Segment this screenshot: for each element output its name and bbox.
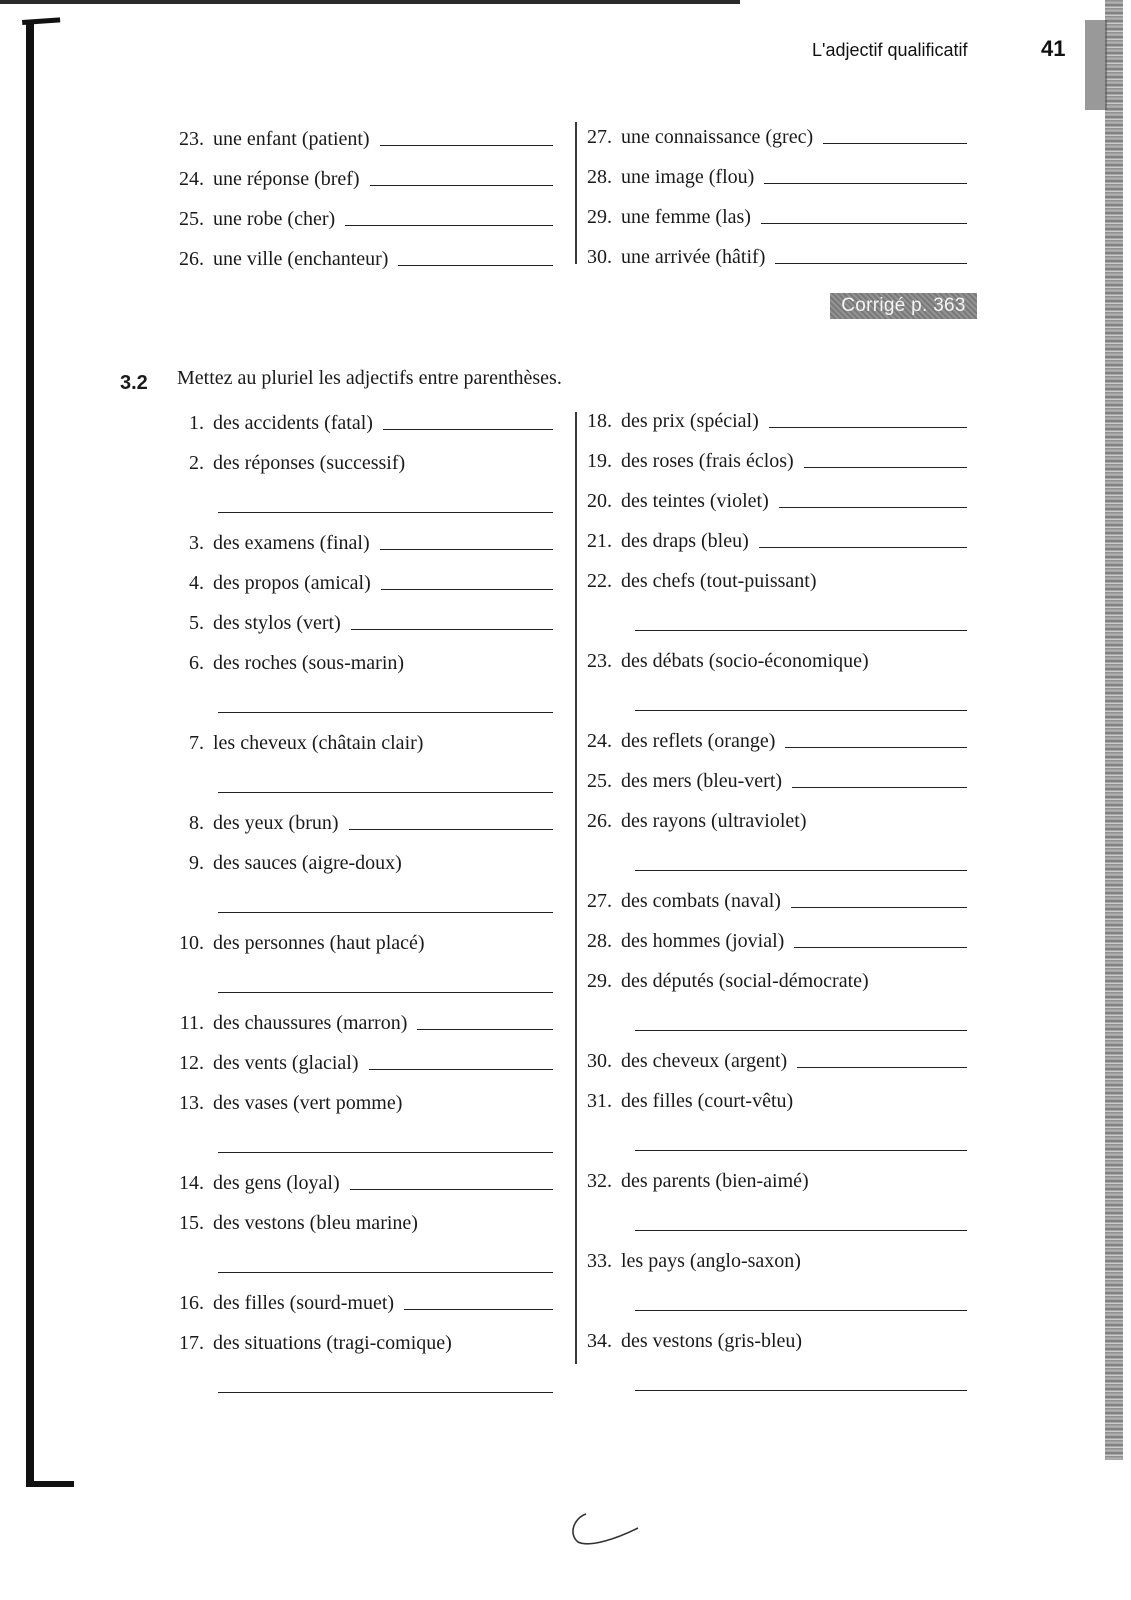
item-prompt: des mers (bleu-vert) (621, 770, 783, 792)
item-number: 33. (587, 1250, 612, 1272)
column-divider-part2 (575, 412, 577, 1364)
exercise-item (578, 119, 967, 149)
item-prompt: des vases (vert pomme) (213, 1092, 403, 1114)
item-prompt: des situations (tragi-comique) (213, 1332, 452, 1354)
exercise-item (170, 241, 553, 271)
left-margin-bracket (26, 22, 34, 1487)
item-prompt: des reflets (orange) (621, 730, 776, 752)
exercise-item (170, 845, 553, 875)
item-prompt: des yeux (brun) (213, 812, 339, 834)
answer-blank[interactable] (404, 1308, 553, 1310)
item-number: 25. (179, 208, 204, 230)
exercise-item (578, 1323, 967, 1353)
item-prompt: des chaussures (marron) (213, 1012, 408, 1034)
exercise-instruction: Mettez au pluriel les adjectifs entre parenthèses. (177, 367, 562, 389)
item-number: 8. (189, 812, 204, 834)
exercise-item (578, 563, 967, 593)
item-number: 3. (189, 532, 204, 554)
exercise-section-number: 3.2 (120, 372, 148, 394)
exercise-item (170, 201, 553, 231)
item-prompt: des teintes (violet) (621, 490, 769, 512)
answer-blank[interactable] (804, 466, 967, 468)
pencil-scribble-mark (568, 1508, 648, 1552)
exercise-item (170, 805, 553, 835)
item-number: 6. (189, 652, 204, 674)
exercise-item (170, 161, 553, 191)
item-number: 11. (179, 1012, 204, 1034)
column-divider-part1 (575, 122, 577, 264)
exercise-item (578, 443, 967, 473)
answer-line[interactable] (218, 712, 553, 713)
exercise-item (578, 1043, 967, 1073)
item-prompt: les cheveux (châtain clair) (213, 732, 424, 754)
answer-blank[interactable] (349, 828, 553, 830)
item-prompt: une enfant (patient) (213, 128, 370, 150)
exercise-item (578, 1163, 967, 1193)
item-number: 34. (587, 1330, 612, 1352)
item-number: 22. (587, 570, 612, 592)
answer-line[interactable] (218, 1272, 553, 1273)
item-prompt: des personnes (haut placé) (213, 932, 425, 954)
left-bracket-top-serif (22, 17, 60, 25)
exercise-item (170, 1165, 553, 1195)
item-prompt: des hommes (jovial) (621, 930, 785, 952)
answer-blank[interactable] (380, 548, 553, 550)
item-prompt: les pays (anglo-saxon) (621, 1250, 801, 1272)
answer-blank[interactable] (779, 506, 967, 508)
item-number: 32. (587, 1170, 612, 1192)
item-prompt: des vestons (gris-bleu) (621, 1330, 803, 1352)
item-prompt: des stylos (vert) (213, 612, 341, 634)
item-number: 4. (189, 572, 204, 594)
exercise-item (170, 1085, 553, 1115)
item-number: 18. (587, 410, 612, 432)
item-prompt: des filles (court-vêtu) (621, 1090, 794, 1112)
item-number: 9. (189, 852, 204, 874)
answer-blank[interactable] (785, 746, 967, 748)
answer-blank[interactable] (398, 264, 553, 266)
item-prompt: des débats (socio-économique) (621, 650, 869, 672)
item-number: 5. (189, 612, 204, 634)
exercise-item (170, 925, 553, 955)
answer-blank[interactable] (775, 262, 967, 264)
answer-blank[interactable] (761, 222, 967, 224)
exercise-item (578, 923, 967, 953)
item-prompt: des prix (spécial) (621, 410, 759, 432)
item-number: 26. (179, 248, 204, 270)
exercise-item (170, 1325, 553, 1355)
item-number: 30. (587, 1050, 612, 1072)
exercise-item (170, 1045, 553, 1075)
item-prompt: des combats (naval) (621, 890, 781, 912)
answer-line[interactable] (635, 710, 967, 711)
exercise-item (170, 725, 553, 755)
item-number: 31. (587, 1090, 612, 1112)
item-prompt: des parents (bien-aimé) (621, 1170, 809, 1192)
exercise-item (170, 445, 553, 475)
answer-line[interactable] (635, 1390, 967, 1391)
exercise-item (170, 1205, 553, 1235)
exercise-item (578, 723, 967, 753)
item-prompt: des rayons (ultraviolet) (621, 810, 807, 832)
item-prompt: une femme (las) (621, 206, 751, 228)
item-number: 27. (587, 890, 612, 912)
answer-blank[interactable] (417, 1028, 553, 1030)
item-number: 24. (179, 168, 204, 190)
answer-line[interactable] (218, 1152, 553, 1153)
exercise-item (170, 565, 553, 595)
exercise-item (578, 763, 967, 793)
answer-line[interactable] (218, 912, 553, 913)
item-prompt: des gens (loyal) (213, 1172, 340, 1194)
item-number: 30. (587, 246, 612, 268)
item-prompt: des roches (sous-marin) (213, 652, 405, 674)
exercise-item (578, 239, 967, 269)
exercise-item (170, 1005, 553, 1035)
item-number: 1. (189, 412, 204, 434)
exercise-item (578, 199, 967, 229)
item-number: 19. (587, 450, 612, 472)
item-number: 26. (587, 810, 612, 832)
item-prompt: une robe (cher) (213, 208, 336, 230)
answer-blank[interactable] (345, 224, 553, 226)
answer-blank[interactable] (370, 184, 553, 186)
answer-line[interactable] (218, 1392, 553, 1393)
answer-line[interactable] (218, 792, 553, 793)
item-prompt: des accidents (fatal) (213, 412, 373, 434)
item-number: 12. (179, 1052, 204, 1074)
exercise-item (170, 405, 553, 435)
item-prompt: des sauces (aigre-doux) (213, 852, 402, 874)
answer-blank[interactable] (759, 546, 967, 548)
answer-line[interactable] (635, 1310, 967, 1311)
item-number: 15. (179, 1212, 204, 1234)
pencil-stroke (573, 1514, 638, 1544)
item-prompt: des chefs (tout-puissant) (621, 570, 817, 592)
page-binding-shadow (1085, 20, 1107, 110)
item-number: 24. (587, 730, 612, 752)
answer-blank[interactable] (764, 182, 967, 184)
answer-line[interactable] (218, 512, 553, 513)
exercise-item (170, 525, 553, 555)
page-number: 41 (1041, 36, 1066, 61)
exercise-item (578, 159, 967, 189)
item-prompt: des vents (glacial) (213, 1052, 359, 1074)
item-number: 29. (587, 206, 612, 228)
left-bracket-bottom-serif (26, 1481, 74, 1487)
item-number: 10. (179, 932, 204, 954)
running-title: L'adjectif qualificatif (812, 40, 968, 60)
answer-line[interactable] (635, 870, 967, 871)
item-prompt: des filles (sourd-muet) (213, 1292, 395, 1314)
item-prompt: des réponses (successif) (213, 452, 406, 474)
answer-blank[interactable] (792, 786, 967, 788)
exercise-item (578, 1083, 967, 1113)
exercise-item (578, 883, 967, 913)
item-number: 28. (587, 930, 612, 952)
item-prompt: des cheveux (argent) (621, 1050, 788, 1072)
answer-blank[interactable] (797, 1066, 967, 1068)
item-number: 23. (179, 128, 204, 150)
exercise-item (170, 121, 553, 151)
exercise-item (578, 1243, 967, 1273)
exercise-item (578, 643, 967, 673)
answer-line[interactable] (218, 992, 553, 993)
page-binding-edge (1105, 0, 1123, 1460)
exercise-item (578, 403, 967, 433)
item-number: 27. (587, 126, 612, 148)
exercise-item (578, 523, 967, 553)
item-prompt: une arrivée (hâtif) (621, 246, 766, 268)
answer-line[interactable] (635, 1230, 967, 1231)
answer-blank[interactable] (381, 588, 553, 590)
exercise-item (578, 483, 967, 513)
item-prompt: une connaissance (grec) (621, 126, 814, 148)
item-prompt: une ville (enchanteur) (213, 248, 389, 270)
answer-line[interactable] (635, 1150, 967, 1151)
exercise-item (170, 645, 553, 675)
answer-blank[interactable] (791, 906, 967, 908)
exercise-item (170, 605, 553, 635)
item-number: 20. (587, 490, 612, 512)
answer-blank[interactable] (769, 426, 967, 428)
answer-blank[interactable] (351, 628, 553, 630)
item-number: 25. (587, 770, 612, 792)
answer-blank[interactable] (380, 144, 553, 146)
answer-line[interactable] (635, 630, 967, 631)
answer-blank[interactable] (369, 1068, 554, 1070)
item-prompt: des propos (amical) (213, 572, 371, 594)
corrige-reference-badge: Corrigé p. 363 (830, 293, 977, 319)
item-prompt: une image (flou) (621, 166, 755, 188)
item-number: 17. (179, 1332, 204, 1354)
item-number: 2. (189, 452, 204, 474)
item-prompt: une réponse (bref) (213, 168, 360, 190)
exercise-item (578, 963, 967, 993)
item-number: 7. (189, 732, 204, 754)
item-number: 23. (587, 650, 612, 672)
item-prompt: des examens (final) (213, 532, 370, 554)
page-top-edge (0, 0, 740, 4)
item-number: 13. (179, 1092, 204, 1114)
item-prompt: des vestons (bleu marine) (213, 1212, 418, 1234)
item-prompt: des députés (social-démocrate) (621, 970, 869, 992)
exercise-item (578, 803, 967, 833)
answer-blank[interactable] (350, 1188, 553, 1190)
item-number: 21. (587, 530, 612, 552)
answer-blank[interactable] (794, 946, 967, 948)
answer-blank[interactable] (823, 142, 967, 144)
item-number: 28. (587, 166, 612, 188)
exercise-item (170, 1285, 553, 1315)
item-prompt: des draps (bleu) (621, 530, 749, 552)
item-number: 16. (179, 1292, 204, 1314)
item-number: 14. (179, 1172, 204, 1194)
item-prompt: des roses (frais éclos) (621, 450, 794, 472)
answer-blank[interactable] (383, 428, 553, 430)
item-number: 29. (587, 970, 612, 992)
answer-line[interactable] (635, 1030, 967, 1031)
